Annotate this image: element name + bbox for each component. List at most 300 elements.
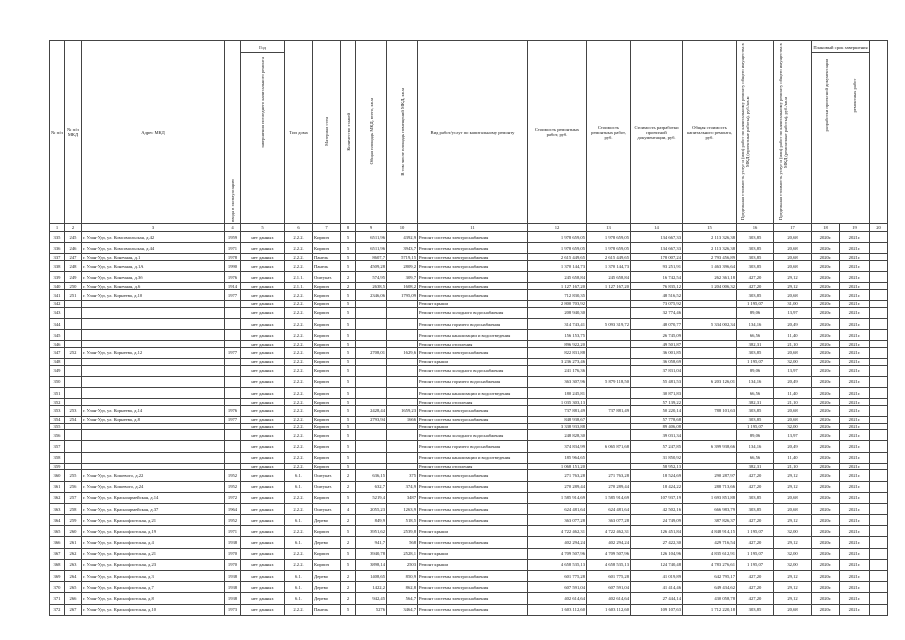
design-cost: 50 220,14 <box>631 405 683 416</box>
total-area <box>356 463 387 470</box>
mkd-number <box>65 318 82 329</box>
col-header-cost-design: Стоимость разработки проектной документации, руб. <box>631 41 683 224</box>
mkd-number <box>65 341 82 348</box>
row-number: 356 <box>50 430 65 441</box>
floors: 5 <box>341 330 356 341</box>
wall-material: Оштукат. <box>313 470 341 481</box>
repair-cost-total: 402 294,24 <box>587 537 631 548</box>
year-built: 1914 <box>225 283 241 290</box>
column-number: 14 <box>631 224 683 232</box>
row-number: 345 <box>50 330 65 341</box>
address-cell: г. Улан-Удэ, ул. Конечная, д.3б <box>82 272 225 283</box>
repair-deadline: 2021г. <box>840 537 870 548</box>
address-cell: г. Улан-Удэ, ул. Комсомольская, д.44 <box>82 243 225 254</box>
table-row <box>50 452 888 463</box>
premises-area <box>387 423 418 430</box>
last-repair-year: нет данных <box>241 330 285 341</box>
limit-repair: 20,68 <box>774 232 812 243</box>
floors: 5 <box>341 232 356 243</box>
column-number: 17 <box>774 224 812 232</box>
mkd-number <box>65 423 82 430</box>
address-cell: г. Улан-Удэ, ул. Корнеева, д.14 <box>82 405 225 416</box>
blank-cell <box>870 399 888 406</box>
column-number: 8 <box>341 224 356 232</box>
table-row <box>50 463 888 470</box>
total-cost: 2 113 326,38 <box>683 232 737 243</box>
table-row <box>50 515 888 526</box>
house-type: 6.1. <box>285 470 313 481</box>
blank-cell <box>870 423 888 430</box>
col-header-year-group <box>241 41 285 224</box>
table-row <box>50 307 888 318</box>
wall-material: Кирпич <box>313 347 341 358</box>
premises-area: 1629,6 <box>387 347 418 358</box>
work-type: Ремонт системы электроснабжения <box>418 347 528 358</box>
column-number: 20 <box>870 224 888 232</box>
house-type: 2.2.2. <box>285 417 313 424</box>
repair-deadline: 2021г. <box>840 526 870 537</box>
repair-deadline: 2021г. <box>840 430 870 441</box>
mkd-number: 247 <box>65 254 82 261</box>
row-number: 354 <box>50 417 65 424</box>
house-type: 2.2.2. <box>285 330 313 341</box>
mkd-number: 254 <box>65 417 82 424</box>
year-built <box>225 330 241 341</box>
design-deadline: 2020г. <box>812 307 840 318</box>
design-cost: 48 516,52 <box>631 289 683 300</box>
wall-material: Кирпич <box>313 417 341 424</box>
address-cell: г. Улан-Удэ, ул. Красноармейская, д.14 <box>82 492 225 503</box>
last-repair-year: нет данных <box>241 582 285 593</box>
work-type: Ремонт крыши <box>418 526 528 537</box>
total-cost: 430 058,78 <box>683 593 737 604</box>
mkd-number: 256 <box>65 481 82 492</box>
column-number: 19 <box>840 224 870 232</box>
repair-deadline: 2021г. <box>840 318 870 329</box>
total-cost: 649 434,62 <box>683 582 737 593</box>
col-header-blank <box>870 41 888 224</box>
premises-area: 2539,8 <box>387 526 418 537</box>
work-type: Ремонт системы электроснабжения <box>418 283 528 290</box>
repair-cost-total: 271 763,28 <box>587 470 631 481</box>
total-area <box>356 365 387 376</box>
wall-material: Дерево <box>313 537 341 548</box>
limit-design: 1 195,07 <box>737 526 774 537</box>
total-cost <box>683 359 737 366</box>
total-area: 2708,01 <box>356 347 387 358</box>
premises-area: 374,9 <box>387 481 418 492</box>
row-number: 370 <box>50 582 65 593</box>
repair-deadline: 2021г. <box>840 347 870 358</box>
year-built <box>225 341 241 348</box>
wall-material: Дерево <box>313 593 341 604</box>
limit-design: 134,16 <box>737 441 774 452</box>
address-cell: г. Улан-Удэ, ул. Корнеева, д.8 <box>82 417 225 424</box>
limit-design: 303,85 <box>737 289 774 300</box>
repair-cost: 1 978 659,05 <box>528 243 587 254</box>
limit-design: 1 195,07 <box>737 559 774 570</box>
mkd-number <box>65 452 82 463</box>
work-type: Ремонт системы электроснабжения <box>418 417 528 424</box>
row-number: 365 <box>50 526 65 537</box>
wall-material: Дерево <box>313 515 341 526</box>
limit-repair: 20,68 <box>774 503 812 514</box>
table-row <box>50 604 888 615</box>
year-built: 1938 <box>225 582 241 593</box>
repair-cost: 3 236 273,46 <box>528 359 587 366</box>
wall-material: Панель <box>313 260 341 271</box>
last-repair-year: нет данных <box>241 503 285 514</box>
house-type: 2.2.2. <box>285 365 313 376</box>
blank-cell <box>870 347 888 358</box>
design-cost: 36 058,69 <box>631 359 683 366</box>
address-cell: г. Улан-Удэ, ул. Комсомольская, д.42 <box>82 232 225 243</box>
premises-area: 1666 <box>387 417 418 424</box>
column-number: 5 <box>241 224 285 232</box>
repair-cost: 822 831,88 <box>528 347 587 358</box>
design-cost: 76 835,12 <box>631 283 683 290</box>
mkd-number: 250 <box>65 283 82 290</box>
work-type: Ремонт системы электроснабжения <box>418 254 528 261</box>
premises-area <box>387 307 418 318</box>
total-area <box>356 301 387 308</box>
blank-cell <box>870 289 888 300</box>
total-area: 3898,14 <box>356 559 387 570</box>
blank-cell <box>870 559 888 570</box>
mkd-number <box>65 376 82 387</box>
repair-cost-total <box>587 388 631 399</box>
premises-area: 1659,23 <box>387 405 418 416</box>
repair-cost-total: 4 722 462,31 <box>587 526 631 537</box>
work-type: Ремонт системы электроснабжения <box>418 243 528 254</box>
total-cost <box>683 452 737 463</box>
total-area: 2428,44 <box>356 405 387 416</box>
design-deadline: 2020г. <box>812 399 840 406</box>
design-cost: 124 740,48 <box>631 559 683 570</box>
year-built: 1938 <box>225 571 241 582</box>
last-repair-year: нет данных <box>241 376 285 387</box>
work-type: Ремонт системы холодного водоснабжения <box>418 307 528 318</box>
last-repair-year: нет данных <box>241 548 285 559</box>
repair-cost: 607 591,04 <box>528 582 587 593</box>
mkd-number <box>65 388 82 399</box>
floors: 5 <box>341 365 356 376</box>
address-cell: г. Улан-Удэ, ул. Краснофлотская, д.21 <box>82 548 225 559</box>
repair-deadline: 2021г. <box>840 365 870 376</box>
design-deadline: 2020г. <box>812 441 840 452</box>
premises-area <box>387 441 418 452</box>
wall-material: Кирпич <box>313 341 341 348</box>
total-cost <box>683 341 737 348</box>
repair-deadline: 2021г. <box>840 289 870 300</box>
address-cell <box>82 307 225 318</box>
repair-cost: 896 922,20 <box>528 341 587 348</box>
design-deadline: 2020г. <box>812 289 840 300</box>
repair-cost: 1 978 659,05 <box>528 232 587 243</box>
design-deadline: 2020г. <box>812 593 840 604</box>
row-number: 339 <box>50 272 65 283</box>
last-repair-year: нет данных <box>241 254 285 261</box>
table-row <box>50 571 888 582</box>
work-type: Ремонт системы электроснабжения <box>418 515 528 526</box>
design-deadline: 2020г. <box>812 301 840 308</box>
table-row <box>50 417 888 424</box>
house-type: 6.1. <box>285 593 313 604</box>
row-number: 348 <box>50 359 65 366</box>
limit-repair: 20,68 <box>774 289 812 300</box>
floors: 5 <box>341 307 356 318</box>
design-deadline: 2020г. <box>812 470 840 481</box>
row-number: 363 <box>50 503 65 514</box>
house-type: 2.2.2. <box>285 347 313 358</box>
total-area: 849,9 <box>356 515 387 526</box>
limit-design: 134,16 <box>737 318 774 329</box>
limit-design: 66,56 <box>737 330 774 341</box>
repair-cost: 1 603 112,60 <box>528 604 587 615</box>
row-number: 352 <box>50 399 65 406</box>
row-number: 355 <box>50 423 65 430</box>
limit-design: 303,85 <box>737 604 774 615</box>
year-built <box>225 463 241 470</box>
total-cost: 1 712 220,18 <box>683 604 737 615</box>
design-deadline: 2020г. <box>812 526 840 537</box>
premises-area: 2528,1 <box>387 548 418 559</box>
house-type: 2.2.2. <box>285 399 313 406</box>
design-cost: 58 952,13 <box>631 463 683 470</box>
year-built: 1990 <box>225 260 241 271</box>
column-number: 7 <box>313 224 341 232</box>
repair-cost-total <box>587 452 631 463</box>
floors: 2 <box>341 593 356 604</box>
mkd-number: 257 <box>65 492 82 503</box>
work-type: Ремонт системы электроснабжения <box>418 481 528 492</box>
total-area <box>356 359 387 366</box>
address-cell <box>82 365 225 376</box>
row-number: 371 <box>50 593 65 604</box>
row-number: 344 <box>50 318 65 329</box>
floors: 5 <box>341 548 356 559</box>
limit-repair: 32,00 <box>774 548 812 559</box>
wall-material: Кирпич <box>313 376 341 387</box>
total-area: 2638,5 <box>356 283 387 290</box>
repair-cost-total: 4 658 535,13 <box>587 559 631 570</box>
design-cost: 36 001,85 <box>631 347 683 358</box>
design-deadline: 2020г. <box>812 492 840 503</box>
floors: 5 <box>341 388 356 399</box>
blank-cell <box>870 301 888 308</box>
design-cost: 30 871,83 <box>631 388 683 399</box>
col-header-cost-repair: Стоимость ремонтных работ, руб. <box>528 41 587 224</box>
repair-deadline: 2021г. <box>840 417 870 424</box>
limit-repair: 29,12 <box>774 537 812 548</box>
floors: 2 <box>341 272 356 283</box>
work-type: Ремонт системы электроснабжения <box>418 503 528 514</box>
limit-repair: 13,97 <box>774 365 812 376</box>
work-type: Ремонт крыши <box>418 548 528 559</box>
wall-material: Панель <box>313 254 341 261</box>
blank-cell <box>870 283 888 290</box>
year-built: 1959 <box>225 232 241 243</box>
design-cost: 57 247,85 <box>631 441 683 452</box>
last-repair-year: нет данных <box>241 417 285 424</box>
total-cost: 1 463 396,64 <box>683 260 737 271</box>
mkd-number: 249 <box>65 272 82 283</box>
wall-material: Кирпич <box>313 526 341 537</box>
repair-deadline: 2021г. <box>840 359 870 366</box>
total-cost: 666 983,79 <box>683 503 737 514</box>
blank-cell <box>870 503 888 514</box>
wall-material: Кирпич <box>313 559 341 570</box>
limit-design: 303,85 <box>737 503 774 514</box>
work-type: Ремонт системы электроснабжения <box>418 492 528 503</box>
design-deadline: 2020г. <box>812 503 840 514</box>
design-cost: 18 424,22 <box>631 481 683 492</box>
last-repair-year: нет данных <box>241 537 285 548</box>
last-repair-year: нет данных <box>241 593 285 604</box>
design-deadline: 2020г. <box>812 405 840 416</box>
table-row <box>50 405 888 416</box>
house-type: 2.2.2. <box>285 604 313 615</box>
repair-cost: 2 800 703,92 <box>528 301 587 308</box>
year-built <box>225 307 241 318</box>
last-repair-year: нет данных <box>241 347 285 358</box>
wall-material: Кирпич <box>313 289 341 300</box>
blank-cell <box>870 463 888 470</box>
column-number: 4 <box>225 224 241 232</box>
total-cost: 1 204 006,32 <box>683 283 737 290</box>
limit-design: 427,20 <box>737 470 774 481</box>
limit-repair: 32,00 <box>774 559 812 570</box>
address-cell <box>82 301 225 308</box>
row-number: 351 <box>50 388 65 399</box>
design-cost: 178 007,24 <box>631 254 683 261</box>
work-type: Ремонт системы электроснабжения <box>418 470 528 481</box>
floors: 5 <box>341 243 356 254</box>
work-type: Ремонт системы канализации и водоотведения <box>418 388 528 399</box>
design-deadline: 2020г. <box>812 571 840 582</box>
repair-cost-total: 6 065 871,68 <box>587 441 631 452</box>
repair-cost-total: 4 709 507,96 <box>587 548 631 559</box>
repair-deadline: 2021г. <box>840 470 870 481</box>
year-built <box>225 301 241 308</box>
design-deadline: 2020г. <box>812 359 840 366</box>
column-number: 13 <box>587 224 631 232</box>
design-deadline: 2020г. <box>812 243 840 254</box>
repair-cost: 271 763,28 <box>528 470 587 481</box>
table-row <box>50 301 888 308</box>
total-area <box>356 399 387 406</box>
house-type: 2.2.2. <box>285 341 313 348</box>
repair-cost-total: 363 077,28 <box>587 515 631 526</box>
total-cost: 288 713,66 <box>683 481 737 492</box>
wall-material: Кирпич <box>313 283 341 290</box>
repair-cost: 241 176,36 <box>528 365 587 376</box>
wall-material: Дерево <box>313 582 341 593</box>
repair-cost: 1 370 144,73 <box>528 260 587 271</box>
last-repair-year: нет данных <box>241 341 285 348</box>
last-repair-year: нет данных <box>241 399 285 406</box>
house-type: 2.2.2. <box>285 452 313 463</box>
design-deadline: 2020г. <box>812 388 840 399</box>
premises-area <box>387 388 418 399</box>
premises-area <box>387 365 418 376</box>
total-cost <box>683 330 737 341</box>
year-built <box>225 430 241 441</box>
column-number: 3 <box>82 224 225 232</box>
design-deadline: 2020г. <box>812 430 840 441</box>
blank-cell <box>870 582 888 593</box>
col-header-total-area: Общая площадь МКД, всего, кв.м <box>356 41 387 224</box>
limit-repair: 20,68 <box>774 254 812 261</box>
blank-cell <box>870 359 888 366</box>
design-cost: 24 749,09 <box>631 515 683 526</box>
total-area: 3951,62 <box>356 526 387 537</box>
blank-cell <box>870 604 888 615</box>
premises-area: 564,7 <box>387 593 418 604</box>
premises-area: 1608,2 <box>387 283 418 290</box>
limit-repair: 20,68 <box>774 243 812 254</box>
address-cell: г. Улан-Удэ, ул. Корнеева, д.10 <box>82 289 225 300</box>
mkd-number <box>65 365 82 376</box>
total-area: 6511,96 <box>356 243 387 254</box>
address-cell <box>82 463 225 470</box>
design-deadline: 2020г. <box>812 423 840 430</box>
design-cost: 57 139,22 <box>631 399 683 406</box>
repair-deadline: 2021г. <box>840 492 870 503</box>
row-number: 361 <box>50 481 65 492</box>
plan-group-label: Плановый срок завершения <box>812 45 869 53</box>
premises-area: 1795,09 <box>387 289 418 300</box>
row-number: 372 <box>50 604 65 615</box>
floors: 2 <box>341 515 356 526</box>
repair-deadline: 2021г. <box>840 260 870 271</box>
row-number: 347 <box>50 347 65 358</box>
row-number: 336 <box>50 243 65 254</box>
total-cost <box>683 365 737 376</box>
row-number: 335 <box>50 232 65 243</box>
premises-area <box>387 359 418 366</box>
work-type: Ремонт системы электроснабжения <box>418 604 528 615</box>
table-row <box>50 359 888 366</box>
work-type: Ремонт системы электроснабжения <box>418 593 528 604</box>
year-built: 1977 <box>225 417 241 424</box>
last-repair-year: нет данных <box>241 559 285 570</box>
table-row <box>50 559 888 570</box>
premises-area <box>387 452 418 463</box>
limit-design: 303,85 <box>737 232 774 243</box>
repair-cost: 4 658 535,13 <box>528 559 587 570</box>
repair-cost: 248 828,30 <box>528 430 587 441</box>
floors: 5 <box>341 318 356 329</box>
repair-cost-total: 1 585 914,69 <box>587 492 631 503</box>
repair-deadline: 2021г. <box>840 582 870 593</box>
wall-material: Оштукат. <box>313 503 341 514</box>
premises-area: 375 <box>387 470 418 481</box>
repair-cost-total: 1 603 112,60 <box>587 604 631 615</box>
repair-cost-total <box>587 330 631 341</box>
work-type: Ремонт системы электроснабжения <box>418 537 528 548</box>
mkd-number: 266 <box>65 593 82 604</box>
table-row <box>50 347 888 358</box>
address-cell <box>82 330 225 341</box>
house-type: 2.2.2. <box>285 307 313 318</box>
repair-deadline: 2021г. <box>840 301 870 308</box>
last-repair-year: нет данных <box>241 430 285 441</box>
limit-design: 303,85 <box>737 417 774 424</box>
limit-design: 303,85 <box>737 254 774 261</box>
total-area <box>356 430 387 441</box>
mkd-number: 245 <box>65 232 82 243</box>
